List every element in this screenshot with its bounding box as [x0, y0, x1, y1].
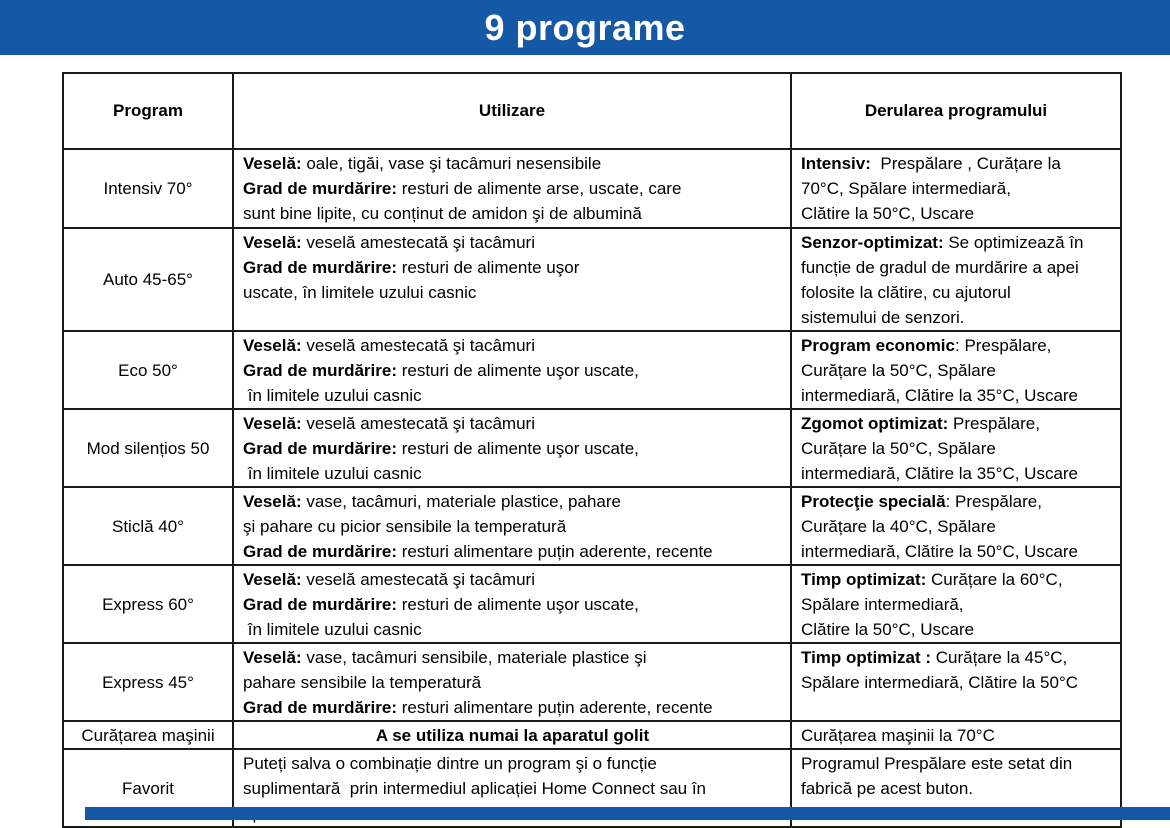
text-line: Veselă: veselă amestecată şi tacâmuri: [243, 414, 535, 433]
usage-cell: [233, 228, 791, 331]
text-line: pahare sensibile la temperatură: [243, 673, 482, 692]
text-line: Grad de murdărire: resturi de alimente uşor uscate,: [243, 361, 639, 380]
text-line: Grad de murdărire: resturi de alimente uşor uscate,: [243, 595, 639, 614]
column-header-derularea: Derularea programului: [791, 73, 1121, 149]
text-line: Clătire la 50°C, Uscare: [801, 620, 975, 639]
text-line: folosite la clătire, cu ajutorul: [801, 283, 1011, 302]
sequence-cell: [791, 228, 1121, 331]
text-line: intermediară, Clătire la 35°C, Uscare: [801, 464, 1079, 483]
text-line: Grad de murdărire: resturi de alimente uşor: [243, 258, 580, 277]
text-line: în limitele uzului casnic: [243, 464, 422, 483]
header-row: [63, 73, 1121, 149]
text-line: fabrică pe acest buton.: [801, 779, 974, 798]
text-line: Veselă: veselă amestecată şi tacâmuri: [243, 233, 535, 252]
text-line: Grad de murdărire: resturi alimentare puțin aderente, recente: [243, 542, 713, 561]
text-line: Veselă: vase, tacâmuri, materiale plastice, pahare: [243, 492, 621, 511]
text-line: sunt bine lipite, cu conținut de amidon şi de albumină: [243, 204, 642, 223]
text-line: Intensiv: Prespălare , Curățare la: [801, 154, 1061, 173]
program-cell: Mod silențios 50: [63, 409, 233, 487]
sequence-cell: [791, 565, 1121, 643]
table-row: [63, 721, 1121, 749]
program-cell: Eco 50°: [63, 331, 233, 409]
text-line: Puteți salva o combinație dintre un program şi o funcție: [243, 754, 657, 773]
table-header: [63, 73, 1121, 149]
program-cell: Curățarea maşinii: [63, 721, 233, 749]
sequence-cell: [791, 331, 1121, 409]
text-line: intermediară, Clătire la 35°C, Uscare: [801, 386, 1079, 405]
text-line: Veselă: vase, tacâmuri sensibile, materiale plastice şi: [243, 648, 647, 667]
table-row: [63, 149, 1121, 228]
text-line: Zgomot optimizat: Prespălare,: [801, 414, 1040, 433]
text-line: intermediară, Clătire la 50°C, Uscare: [801, 542, 1079, 561]
text-line: Protecţie specială: Prespălare,: [801, 492, 1042, 511]
sequence-cell: [791, 487, 1121, 565]
table-row: [63, 409, 1121, 487]
footer-bar: [85, 807, 1170, 820]
title-bar: [0, 0, 1170, 55]
text-line: funcție de gradul de murdărire a apei: [801, 258, 1079, 277]
text-line: Senzor-optimizat: Se optimizează în: [801, 233, 1084, 252]
usage-cell: [233, 409, 791, 487]
text-line: Curățarea maşinii la 70°C: [801, 726, 995, 745]
page-title: 9 programe: [484, 6, 686, 48]
text-line: Grad de murdărire: resturi alimentare puțin aderente, recente: [243, 698, 713, 717]
table-body: [63, 149, 1121, 827]
column-header-program: Program: [63, 73, 233, 149]
table-row: [63, 643, 1121, 721]
sequence-cell: [791, 643, 1121, 721]
program-cell: Intensiv 70°: [63, 149, 233, 228]
table-row: [63, 331, 1121, 409]
text-line: Program economic: Prespălare,: [801, 336, 1052, 355]
program-cell: Favorit: [63, 749, 233, 827]
program-cell: Sticlă 40°: [63, 487, 233, 565]
column-header-utilizare: Utilizare: [233, 73, 791, 149]
usage-cell: [233, 149, 791, 228]
usage-cell: [233, 721, 791, 749]
programs-table: [62, 72, 1122, 828]
table-row: [63, 228, 1121, 331]
usage-cell: [233, 331, 791, 409]
text-line: Grad de murdărire: resturi de alimente uşor uscate,: [243, 439, 639, 458]
text-line: A se utiliza numai la aparatul golit: [375, 726, 650, 745]
text-line: Spălare intermediară,: [801, 595, 964, 614]
program-cell: Express 45°: [63, 643, 233, 721]
text-line: Curățare la 40°C, Spălare: [801, 517, 996, 536]
program-cell: Express 60°: [63, 565, 233, 643]
text-line: 70°C, Spălare intermediară,: [801, 179, 1011, 198]
sequence-cell: [791, 409, 1121, 487]
text-line: Timp optimizat : Curățare la 45°C,: [801, 648, 1068, 667]
text-line: Grad de murdărire: resturi de alimente arse, uscate, care: [243, 179, 682, 198]
text-line: Veselă: oale, tigăi, vase şi tacâmuri nesensibile: [243, 154, 602, 173]
text-line: Programul Prespălare este setat din: [801, 754, 1073, 773]
text-line: şi pahare cu picior sensibile la temperatură: [243, 517, 567, 536]
text-line: Timp optimizat: Curățare la 60°C,: [801, 570, 1063, 589]
sequence-cell: [791, 149, 1121, 228]
text-line: Veselă: veselă amestecată şi tacâmuri: [243, 570, 535, 589]
text-line: în limitele uzului casnic: [243, 386, 422, 405]
usage-cell: [233, 565, 791, 643]
sequence-cell: [791, 721, 1121, 749]
table-row: [63, 487, 1121, 565]
text-line: Spălare intermediară, Clătire la 50°C: [801, 673, 1079, 692]
usage-cell: [233, 643, 791, 721]
text-line: în limitele uzului casnic: [243, 620, 422, 639]
usage-cell: [233, 487, 791, 565]
text-line: sistemului de senzori.: [801, 308, 965, 327]
text-line: Curățare la 50°C, Spălare: [801, 439, 996, 458]
text-line: uscate, în limitele uzului casnic: [243, 283, 477, 302]
table-row: [63, 565, 1121, 643]
program-cell: Auto 45-65°: [63, 228, 233, 331]
text-line: suplimentară prin intermediul aplicației Home Connect sau în: [243, 779, 707, 798]
text-line: Veselă: veselă amestecată şi tacâmuri: [243, 336, 535, 355]
text-line: Curățare la 50°C, Spălare: [801, 361, 996, 380]
text-line: Clătire la 50°C, Uscare: [801, 204, 975, 223]
